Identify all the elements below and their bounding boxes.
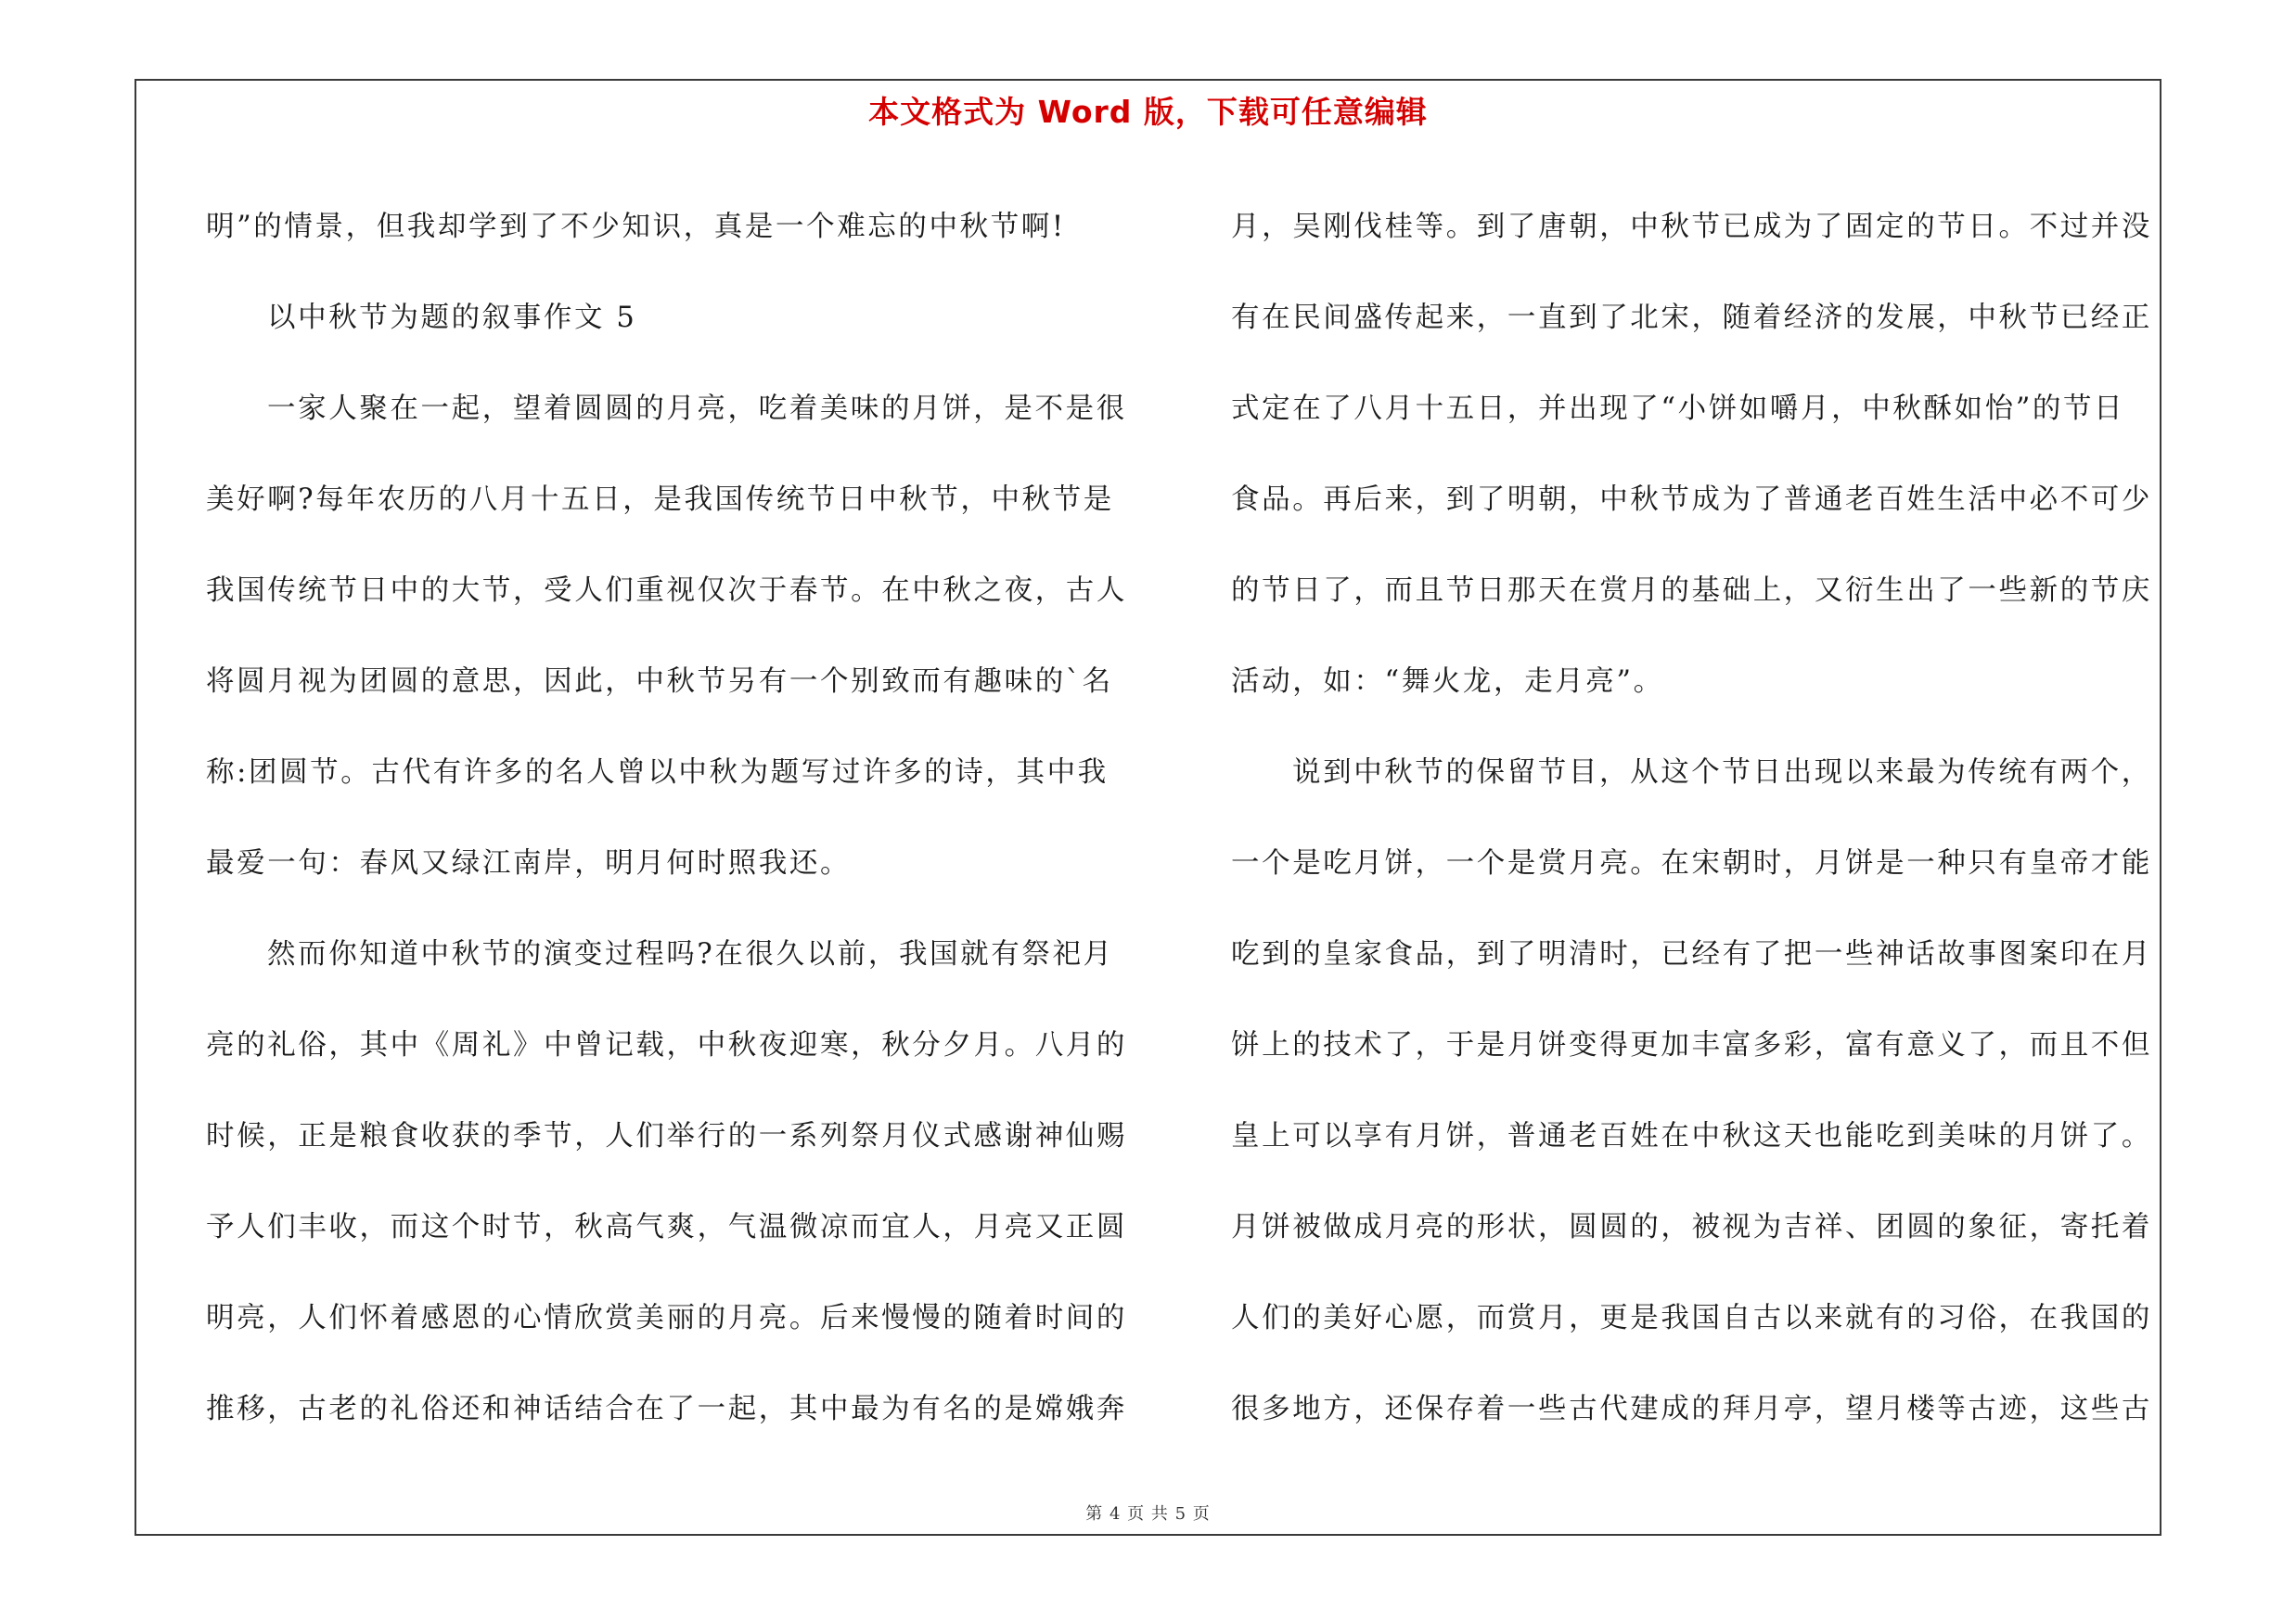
- text-line: 饼上的技术了，于是月饼变得更加丰富多彩，富有意义了，而且不但: [1231, 1029, 2152, 1062]
- text-line: 称:团圆节。古代有许多的名人曾以中秋为题写过许多的诗，其中我: [206, 756, 1109, 789]
- text-line: 说到中秋节的保留节目，从这个节日出现以来最为传统有两个，: [1292, 756, 2152, 789]
- text-line: 一家人聚在一起，望着圆圆的月亮，吃着美味的月饼，是不是很: [267, 393, 1127, 425]
- text-line: 月，吴刚伐桂等。到了唐朝，中秋节已成为了固定的节日。不过并没: [1231, 211, 2152, 243]
- right-column: [1231, 182, 2159, 1455]
- text-line: 美好啊?每年农历的八月十五日，是我国传统节日中秋节，中秋节是: [206, 483, 1114, 516]
- text-line: 月饼被做成月亮的形状，圆圆的，被视为吉祥、团圆的象征，寄托着: [1231, 1211, 2152, 1243]
- text-line: 最爱一句：春风又绿江南岸，明月何时照我还。: [206, 847, 852, 880]
- header-banner: 本文格式为 Word 版，下载可任意编辑: [868, 94, 1428, 130]
- text-line: 予人们丰收，而这个时节，秋高气爽，气温微凉而宜人，月亮又正圆: [206, 1211, 1127, 1243]
- page-number: 第 4 页 共 5 页: [1085, 1504, 1211, 1524]
- text-line: 我国传统节日中的大节，受人们重视仅次于春节。在中秋之夜，古人: [206, 574, 1127, 607]
- text-line: 有在民间盛传起来，一直到了北宋，随着经济的发展，中秋节已经正: [1231, 302, 2152, 334]
- text-line: 食品。再后来，到了明朝，中秋节成为了普通老百姓生活中必不可少: [1231, 483, 2152, 516]
- text-line: 时候，正是粮食收获的季节，人们举行的一系列祭月仪式感谢神仙赐: [206, 1120, 1127, 1153]
- text-line: 很多地方，还保存着一些古代建成的拜月亭，望月楼等古迹，这些古: [1231, 1393, 2152, 1425]
- text-line: 明”的情景，但我却学到了不少知识，真是一个难忘的中秋节啊!: [206, 211, 1066, 243]
- text-line: 活动，如：“舞火龙，走月亮”。: [1231, 665, 1664, 698]
- text-line: 明亮，人们怀着感恩的心情欣赏美丽的月亮。后来慢慢的随着时间的: [206, 1302, 1127, 1334]
- text-line: 一个是吃月饼，一个是赏月亮。在宋朝时，月饼是一种只有皇帝才能: [1231, 847, 2152, 880]
- text-line: 将圆月视为团圆的意思，因此，中秋节另有一个别致而有趣味的`名: [206, 665, 1113, 698]
- text-line: 推移，古老的礼俗还和神话结合在了一起，其中最为有名的是嫦娥奔: [206, 1393, 1127, 1425]
- text-line: 的节日了，而且节日那天在赏月的基础上，又衍生出了一些新的节庆: [1231, 574, 2152, 607]
- text-line: 人们的美好心愿，而赏月，更是我国自古以来就有的习俗，在我国的: [1231, 1302, 2152, 1334]
- text-line: 亮的礼俗，其中《周礼》中曾记载，中秋夜迎寒，秋分夕月。八月的: [206, 1029, 1127, 1062]
- section-heading: 以中秋节为题的叙事作文 5: [267, 302, 637, 334]
- text-line: 吃到的皇家食品，到了明清时，已经有了把一些神话故事图案印在月: [1231, 938, 2152, 971]
- text-line: 然而你知道中秋节的演变过程吗?在很久以前，我国就有祭祀月: [267, 938, 1114, 971]
- text-line: 皇上可以享有月饼，普通老百姓在中秋这天也能吃到美味的月饼了。: [1231, 1120, 2152, 1153]
- left-column: [206, 182, 1134, 1455]
- text-line: 式定在了八月十五日，并出现了“小饼如嚼月，中秋酥如怡”的节日: [1231, 393, 2125, 425]
